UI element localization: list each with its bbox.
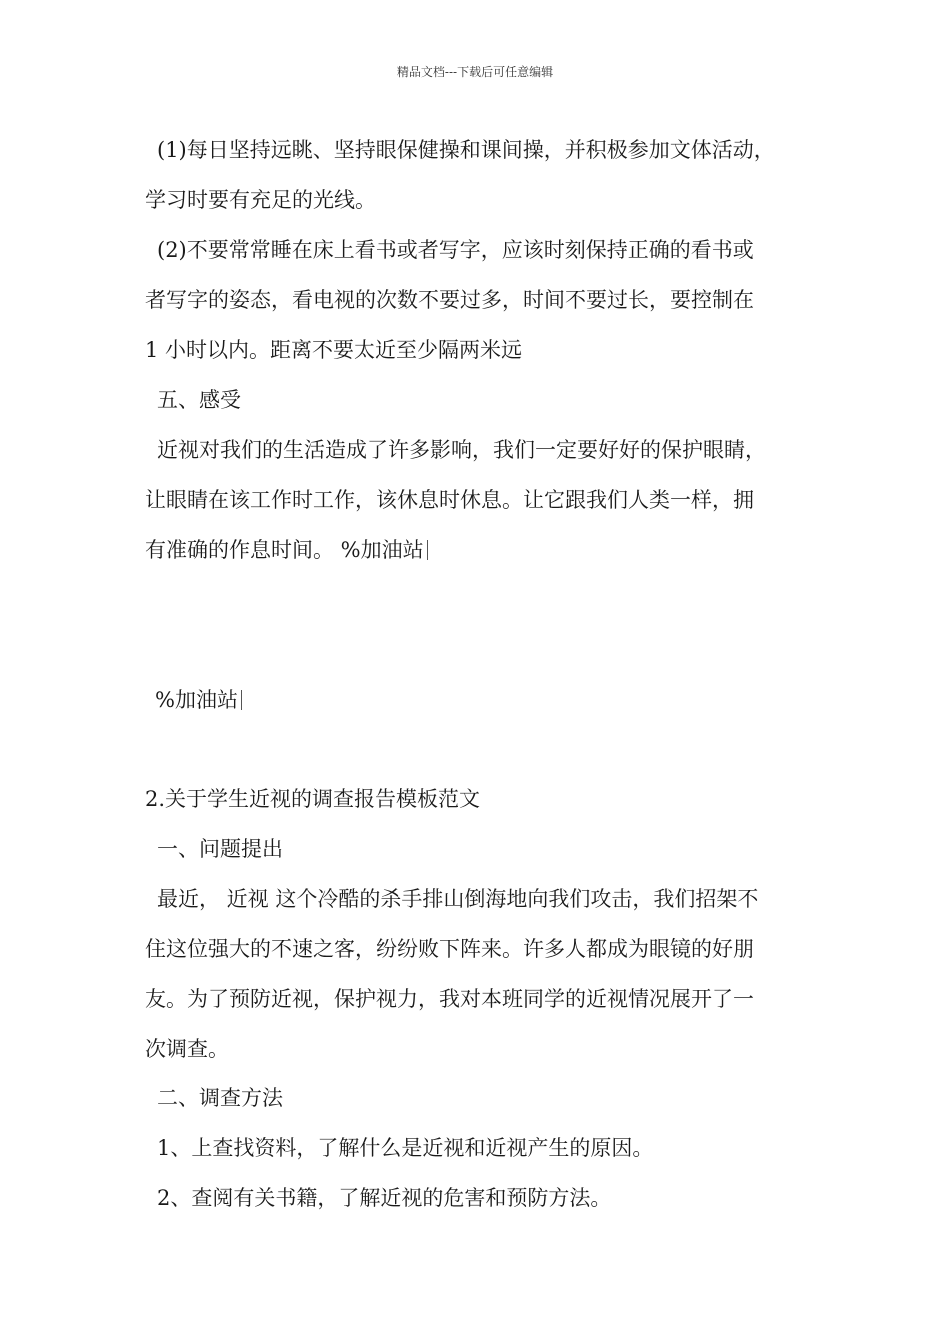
list-item: 1、上查找资料，了解什么是近视和近视产生的原因。: [157, 1136, 654, 1160]
paragraph-line: 最近， 近视 这个冷酷的杀手排山倒海地向我们攻击，我们招架不: [157, 887, 759, 911]
page-header: 精品文档---下载后可任意编辑: [396, 65, 554, 79]
paragraph-line: 近视对我们的生活造成了许多影响，我们一定要好好的保护眼睛，: [157, 438, 766, 462]
paragraph-line: [145, 536, 428, 564]
vertical-bar-mark: [241, 690, 242, 710]
paragraph-line: (2)不要常常睡在床上看书或者写字，应该时刻保持正确的看书或: [157, 238, 754, 262]
paragraph-line: 者写字的姿态，看电视的次数不要过多，时间不要过长，要控制在: [145, 288, 754, 312]
paragraph-line: 次调查。: [145, 1037, 229, 1061]
paragraph-line-text: 有准确的作息时间。 %加油站: [145, 538, 424, 562]
paragraph-line: (1)每日坚持远眺、坚持眼保健操和课间操，并积极参加文体活动，: [157, 138, 775, 162]
paragraph-line: 1 小时以内。距离不要太近至少隔两米远: [145, 338, 523, 362]
paragraph-line: 住这位强大的不速之客，纷纷败下阵来。许多人都成为眼镜的好朋: [145, 937, 754, 961]
paragraph-line: 学习时要有充足的光线。: [145, 188, 376, 212]
vertical-bar-mark: [427, 540, 428, 560]
paragraph-line: 友。为了预防近视，保护视力，我对本班同学的近视情况展开了一: [145, 987, 754, 1011]
paragraph-line-text: %加油站: [155, 688, 238, 712]
paragraph-line: [155, 686, 242, 714]
section-heading: 二、调查方法: [157, 1086, 283, 1110]
section-heading: 五、感受: [157, 388, 241, 412]
list-item: 2、查阅有关书籍，了解近视的危害和预防方法。: [157, 1186, 612, 1210]
section-heading: 一、问题提出: [157, 837, 283, 861]
article-title: 2.关于学生近视的调查报告模板范文: [145, 787, 481, 811]
paragraph-line: 让眼睛在该工作时工作，该休息时休息。让它跟我们人类一样，拥: [145, 488, 754, 512]
